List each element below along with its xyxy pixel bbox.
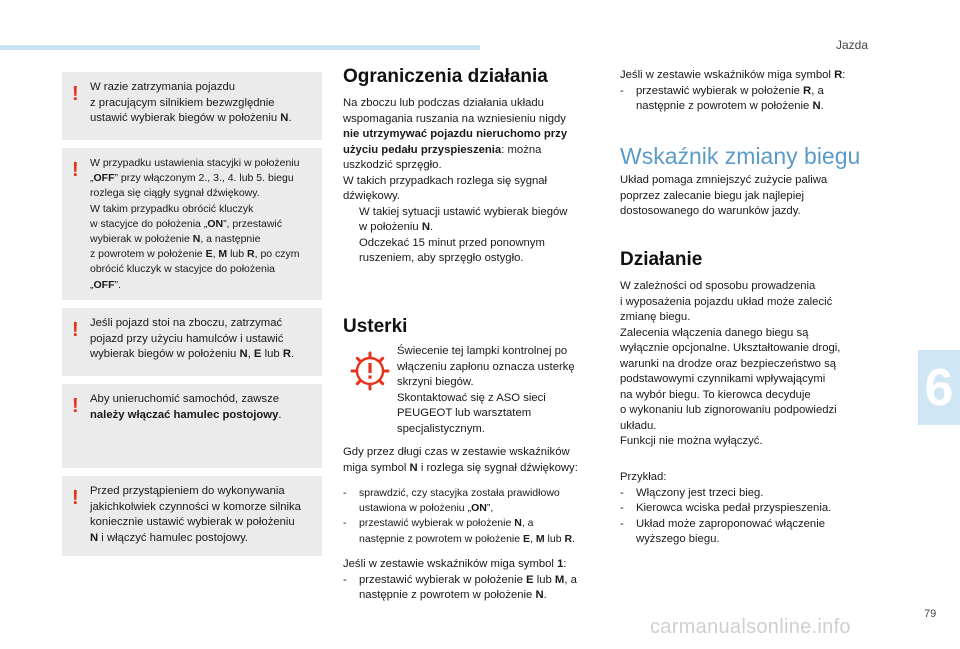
warning-box-3 bbox=[62, 308, 322, 376]
list-item: - Włączony jest trzeci bieg. bbox=[620, 486, 764, 499]
list-item: W takiej sytuacji ustawić wybierak biegów w położeniu N. bbox=[359, 205, 568, 233]
warning-text: „OFF” przy włączonym 2., 3., 4. lub 5. biegu bbox=[90, 172, 294, 185]
usterki-text: Gdy przez długi czas w zestawie wskaźników miga symbol N i rozlega się sygnał dźwiękowy: bbox=[343, 446, 578, 474]
example-text: Przykład: - Włączony jest trzeci bieg. - Kierowca wciska pedał przyspieszenia. - Układ może zaproponować włączenie wyższego biegu. bbox=[620, 470, 900, 548]
heading-wskaznik: Wskaźnik zmiany biegu bbox=[620, 143, 861, 169]
list-item: Odczekać 15 minut przed ponownym ruszeniem, aby sprzęgło ostygło. bbox=[359, 236, 545, 264]
warning-text: rozlega się ciągły sygnał dźwiękowy. bbox=[90, 187, 260, 200]
warning-text: W takim przypadku obrócić kluczyk bbox=[90, 202, 254, 215]
warning-text: N i włączyć hamulec postojowy. bbox=[90, 531, 249, 544]
list-item: - Kierowca wciska pedał przyspieszenia. bbox=[620, 502, 832, 514]
exclamation-icon: ! bbox=[72, 319, 79, 341]
watermark: carmanualsonline.info bbox=[650, 616, 851, 638]
top-accent-bar bbox=[0, 45, 480, 50]
warning-text: pojazd przy użyciu hamulców i ustawić bbox=[90, 332, 284, 345]
warning-text: „OFF”. bbox=[90, 278, 121, 291]
exclamation-icon: ! bbox=[72, 487, 79, 509]
warning-text: w stacyjce do położenia „ON”, przestawić bbox=[90, 217, 282, 230]
heading-dzialanie: Działanie bbox=[620, 249, 703, 270]
page-number: 79 bbox=[924, 608, 937, 620]
warning-text: z pracującym silnikiem bezwzględnie bbox=[90, 96, 275, 109]
warning-text: obrócić kluczyk w stacyjce do położenia bbox=[90, 263, 276, 276]
warning-text: koniecznie ustawić wybierak w położeniu bbox=[90, 516, 295, 528]
exclamation-icon: ! bbox=[72, 159, 79, 181]
warning-text: wybierak w położenie N, a następnie bbox=[90, 233, 261, 246]
warning-box-1 bbox=[62, 72, 322, 140]
usterki-symbol-1: Jeśli w zestawie wskaźników miga symbol 1: - przestawić wybierak w położenie E lub M, a następnie z powrotem w położenie N. bbox=[343, 557, 605, 604]
list-item: - przestawić wybierak w położenie N, a następnie z powrotem w położenie E, M lub R. bbox=[343, 517, 575, 545]
warning-box-4 bbox=[62, 384, 322, 468]
section-label: Jazda bbox=[836, 38, 869, 52]
ograniczenia-text: Na zboczu lub podczas działania układu wspomagania ruszania na wzniesieniu nigdy nie utrzymywać pojazdu nieruchomo przy użyciu pedału przyspieszenia: można uszkodzić sprzęgło. W takich przypadkach rozlega się sygnał dźwiękowy. W takiej sytuacji ustawić wybierak biegów w położeniu N. Odczekać 15 minut przed ponownym ruszeniem, aby sprzęgło ostygło. bbox=[343, 96, 605, 267]
warning-text: ustawić wybierak biegów w położeniu N. bbox=[90, 112, 292, 124]
dzialanie-text: W zależności od sposobu prowadzenia i wyposażenia pojazdu układ może zalecić zmianę biegu. Zalecenia włączenia danego biegu są wyłącznie opcjonalne. Ukształtowanie drogi, warunki na drodze oraz bezpieczeństwo są podstawowymi czynnikami wpływającymi na wybór biegu. To kierowca decyduje o wykonaniu lub zignorowaniu podpowiedzi układu. Funkcji nie można wyłączyć. bbox=[620, 280, 841, 447]
list-item: - przestawić wybierak w położenie E lub M, a następnie z powrotem w położenie N. bbox=[343, 573, 577, 601]
exclamation-icon: ! bbox=[72, 83, 79, 105]
heading-ograniczenia: Ograniczenia działania bbox=[343, 66, 548, 87]
warning-text: W przypadku ustawienia stacyjki w położeniu bbox=[90, 157, 300, 169]
exclamation-icon: ! bbox=[72, 395, 79, 417]
heading-usterki: Usterki bbox=[343, 316, 408, 337]
warning-text: z powrotem w położenie E, M lub R, po czym bbox=[90, 248, 300, 261]
warning-text: W razie zatrzymania pojazdu bbox=[90, 81, 236, 93]
warning-text: Aby unieruchomić samochód, zawsze bbox=[90, 393, 279, 405]
gear-warning-icon bbox=[349, 350, 391, 397]
warning-text: Przed przystąpieniem do wykonywania bbox=[90, 485, 285, 497]
usterki-icon-text: Świecenie tej lampki kontrolnej po włączeniu zapłonu oznacza usterkę skrzyni biegów. Skontaktować się z ASO sieci PEUGEOT lub warsztatem specjalistycznym. bbox=[397, 345, 575, 435]
list-item: - Układ może zaproponować włączenie wyższego biegu. bbox=[620, 517, 826, 545]
usterki-steps bbox=[343, 486, 605, 547]
chapter-tab bbox=[918, 350, 960, 425]
warning-box-2 bbox=[62, 148, 322, 300]
warning-text: Jeśli pojazd stoi na zboczu, zatrzymać bbox=[90, 317, 283, 329]
symbol-r-text: Jeśli w zestawie wskaźników miga symbol R: - przestawić wybierak w położenie R, a następnie z powrotem w położenie N. bbox=[620, 68, 890, 115]
warning-text: wybierak biegów w położeniu N, E lub R. bbox=[90, 348, 295, 360]
list-item: - sprawdzić, czy stacyjka została prawidłowo ustawiona w położeniu „ON”, bbox=[343, 487, 560, 515]
list-item: - przestawić wybierak w położenie R, a następnie z powrotem w położenie N. bbox=[620, 84, 824, 112]
warning-text: należy włączać hamulec postojowy. bbox=[90, 408, 282, 421]
warning-text: jakichkolwiek czynności w komorze silnika bbox=[90, 500, 301, 513]
warning-box-5 bbox=[62, 476, 322, 556]
wskaznik-text: Układ pomaga zmniejszyć zużycie paliwa poprzez zalecanie biegu jak najlepiej dostosowanego do warunków jazdy. bbox=[620, 174, 828, 217]
chapter-number: 6 bbox=[924, 358, 954, 417]
